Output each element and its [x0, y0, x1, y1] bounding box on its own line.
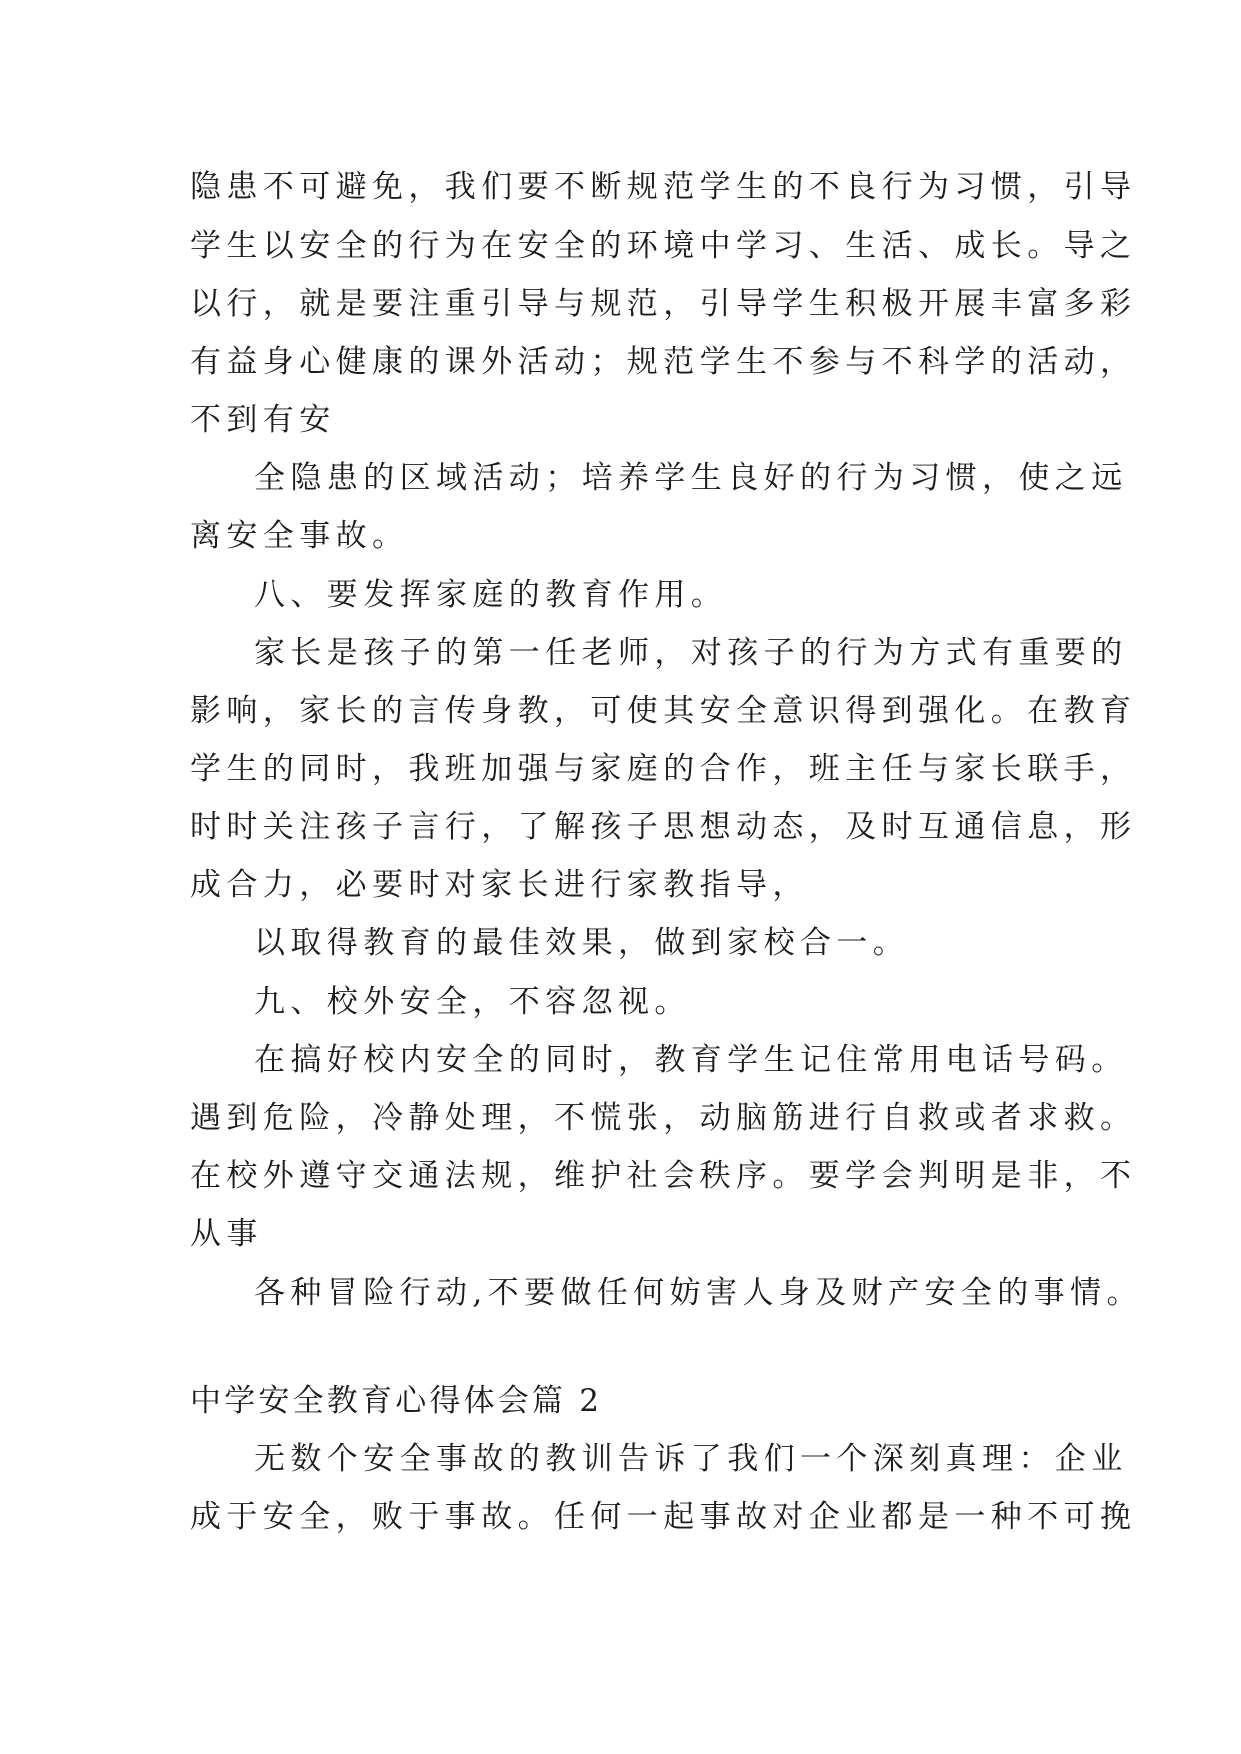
text-line: 家长是孩子的第一任老师，对孩子的行为方式有重要的 [254, 635, 1128, 671]
text-line: 以行，就是要注重引导与规范，引导学生积极开展丰富多彩 [190, 286, 1137, 322]
text-line: 全隐患的区域活动；培养学生良好的行为习惯，使之远 [254, 460, 1128, 496]
text-line: 学生的同时，我班加强与家庭的合作，班主任与家长联手， [190, 751, 1137, 787]
text-line: 离安全事故。 [190, 518, 409, 554]
text-line: 不到有安 [190, 402, 336, 438]
section-heading: 八、要发挥家庭的教育作用。 [254, 577, 728, 613]
text-line: 成于安全，败于事故。任何一起事故对企业都是一种不可挽 [190, 1499, 1137, 1535]
text-line: 隐患不可避免，我们要不断规范学生的不良行为习惯，引导 [190, 169, 1137, 205]
text-line: 各种冒险行动,不要做任何妨害人身及财产安全的事情。 [254, 1275, 1143, 1311]
text-line: 以取得教育的最佳效果，做到家校合一。 [254, 925, 910, 961]
text-line: 成合力，必要时对家长进行家教指导， [190, 867, 809, 903]
text-line: 学生以安全的行为在安全的环境中学习、生活、成长。导之 [190, 228, 1137, 264]
text-line: 遇到危险，冷静处理，不慌张，动脑筋进行自救或者求救。 [190, 1100, 1137, 1136]
section-heading: 九、校外安全，不容忽视。 [254, 984, 691, 1020]
text-line: 时时关注孩子言行，了解孩子思想动态，及时互通信息，形 [190, 809, 1137, 845]
text-line: 有益身心健康的课外活动；规范学生不参与不科学的活动， [190, 344, 1137, 380]
text-line: 无数个安全事故的教训告诉了我们一个深刻真理：企业 [254, 1441, 1128, 1477]
text-line: 从事 [190, 1216, 263, 1252]
article-title: 中学安全教育心得体会篇 2 [190, 1383, 603, 1419]
text-line: 在校外遵守交通法规，维护社会秩序。要学会判明是非，不 [190, 1158, 1137, 1194]
text-line: 在搞好校内安全的同时，教育学生记住常用电话号码。 [254, 1042, 1128, 1078]
text-line: 影响，家长的言传身教，可使其安全意识得到强化。在教育 [190, 693, 1137, 729]
